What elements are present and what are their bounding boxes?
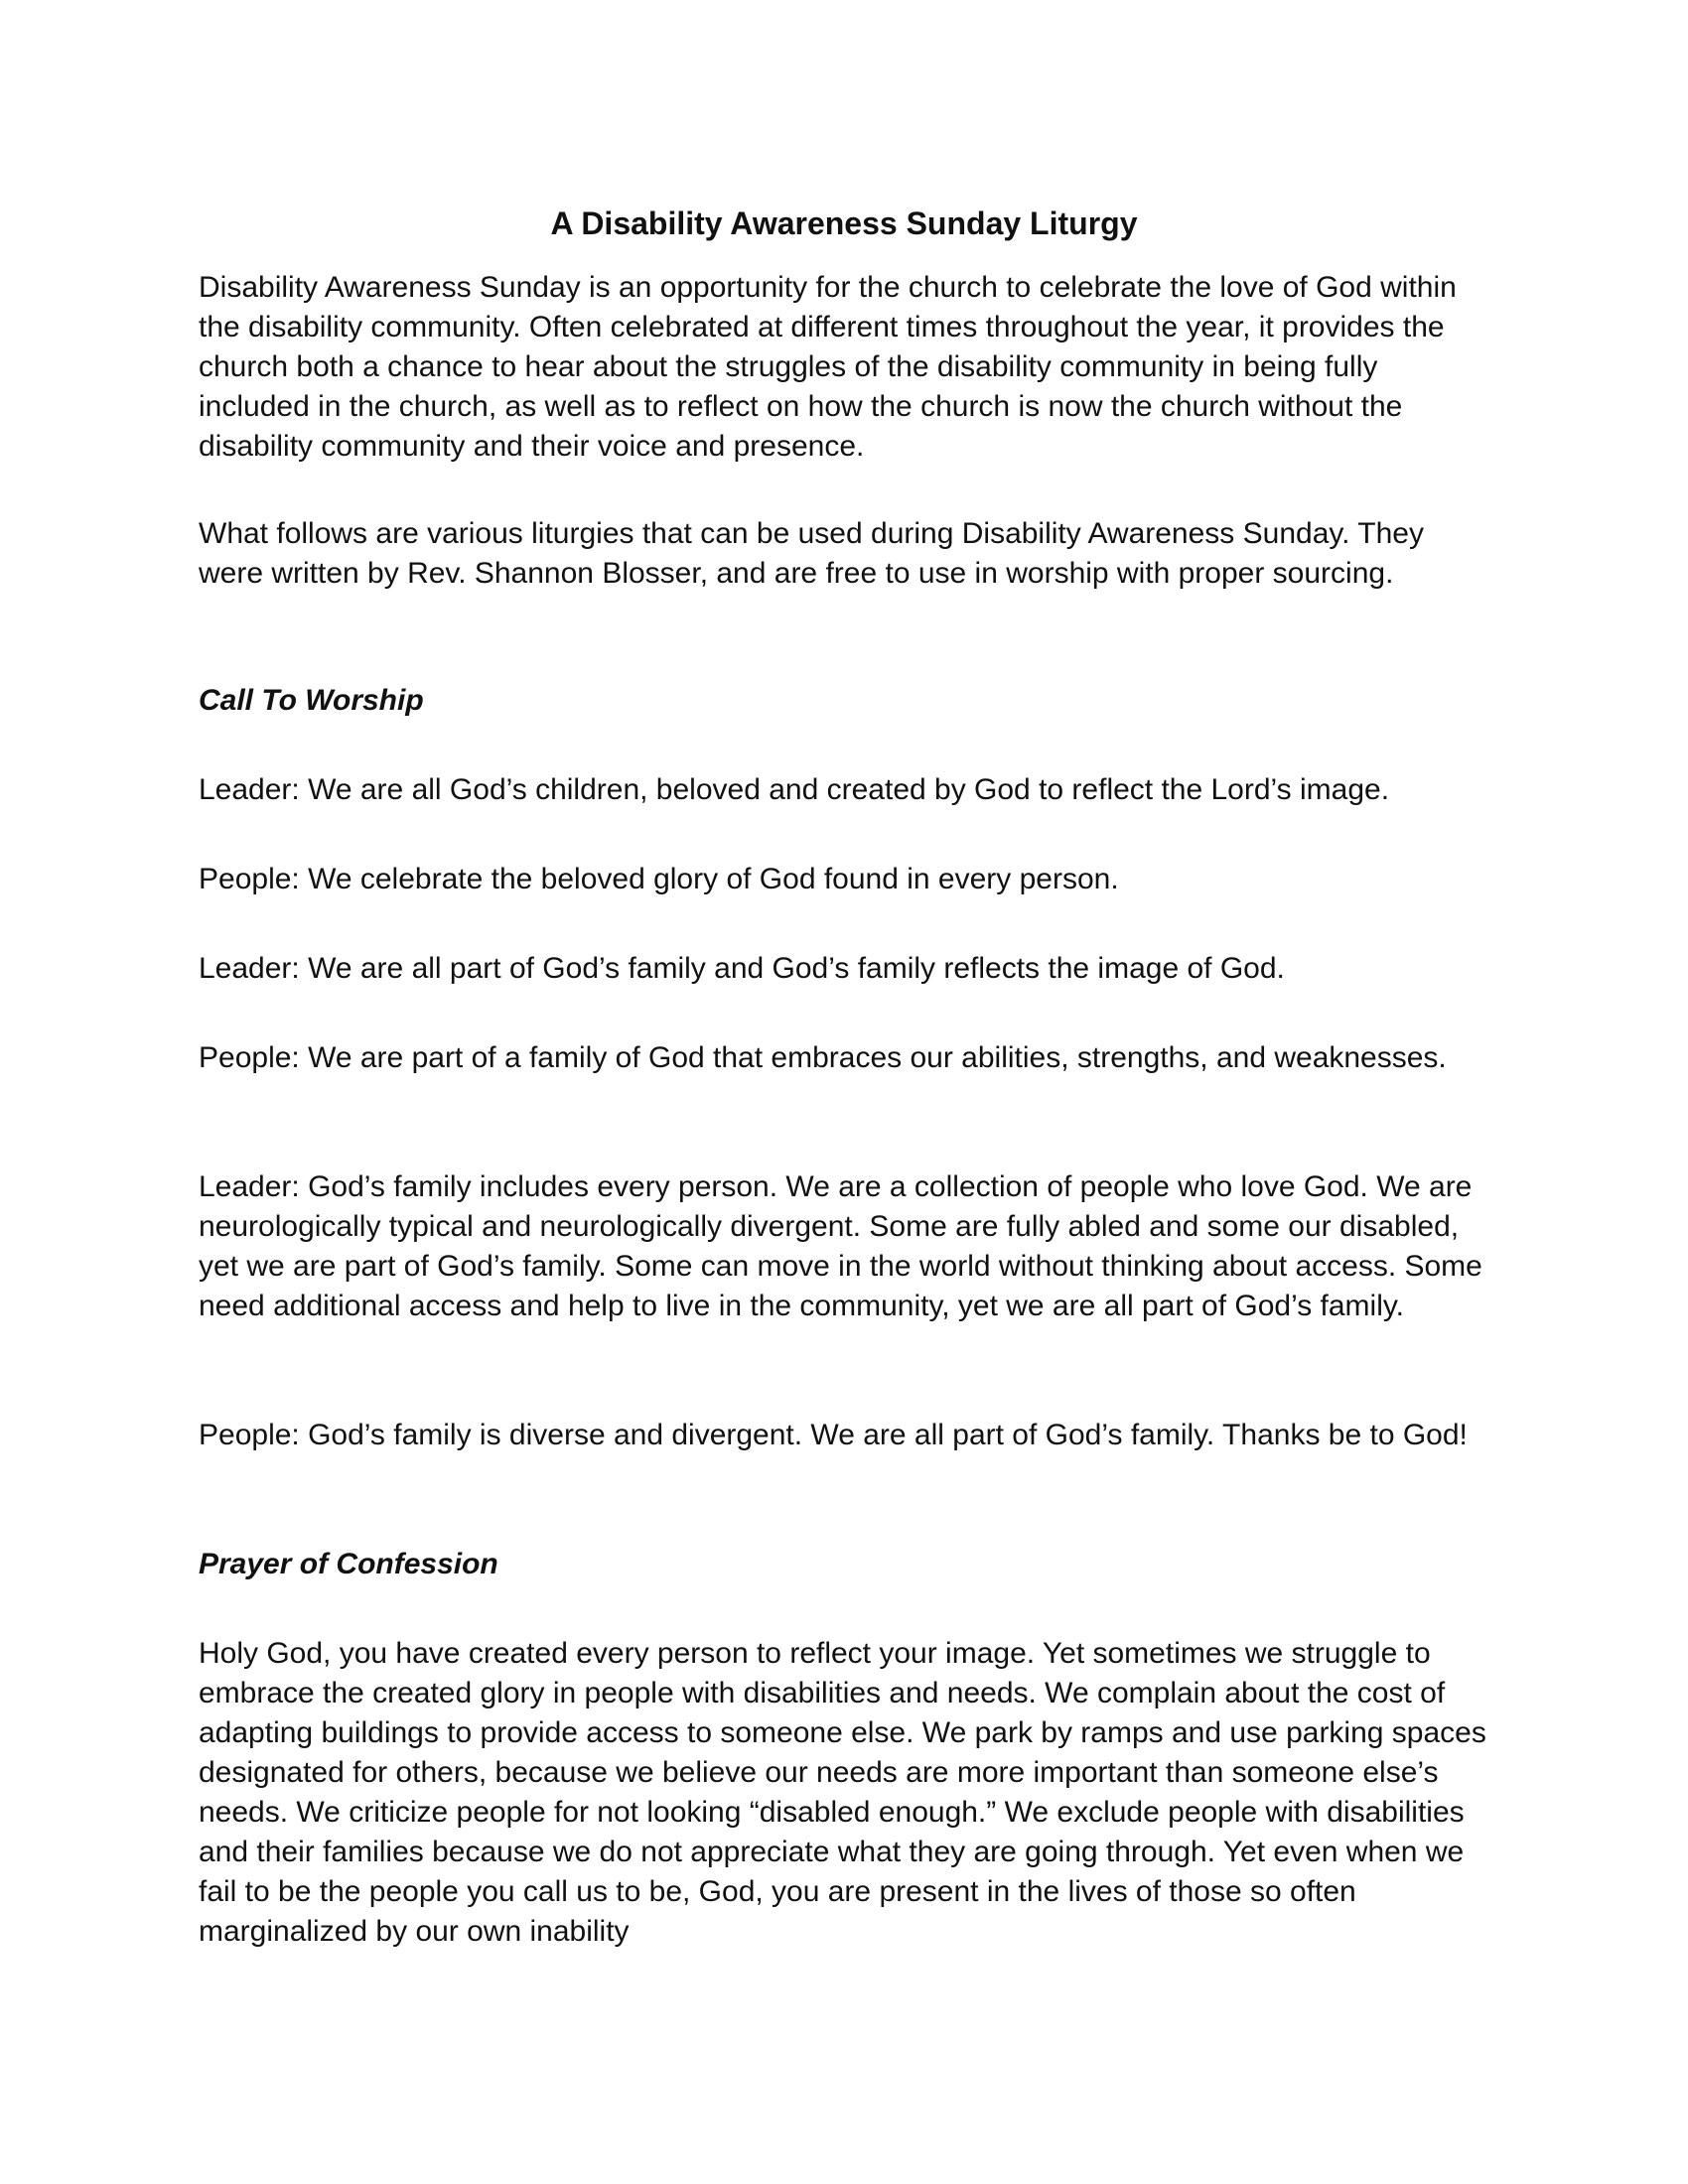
intro-paragraph: What follows are various liturgies that can be used during Disability Awareness Sunday. They were written by Rev. Shannon Blosser, and are free to use in worship with proper sourcing. xyxy=(199,517,1424,590)
liturgy-line-people: People: We are part of a family of God that embraces our abilities, strengths, and weaknesses. xyxy=(199,1041,1447,1074)
liturgy-line-leader: Leader: We are all God’s children, beloved and created by God to reflect the Lord’s image. xyxy=(199,773,1390,806)
document-title: A Disability Awareness Sunday Liturgy xyxy=(550,205,1138,241)
section-heading-prayer-of-confession: Prayer of Confession xyxy=(199,1548,498,1580)
section-heading-call-to-worship: Call To Worship xyxy=(199,684,424,717)
prayer-of-confession-text: Holy God, you have created every person to reflect your image. Yet sometimes we struggle to embrace the created glory in people with disabilities and needs. We complain about the cost of adapting buildings to provide access to someone else. We park by ramps and use parking spaces designated for others, because we believe our needs are more important than someone else’s needs. We criticize people for not looking “disabled enough.” We exclude people with disabilities and their families because we do not appreciate what they are going through. Yet even when we fail to be the people you call us to be, God, you are present in the lives of those so often marginalized by our own inability xyxy=(199,1637,1486,1948)
liturgy-line-leader: Leader: We are all part of God’s family and God’s family reflects the image of God. xyxy=(199,952,1285,985)
liturgy-line-leader: Leader: God’s family includes every person. We are a collection of people who love God. We are neurologically typical and neurologically divergent. Some are fully abled and some our disabled, yet we are part of God’s family. Some can move in the world without thinking about access. Some need additional access and help to live in the community, yet we are all part of God’s family. xyxy=(199,1170,1482,1322)
liturgy-line-people: People: We celebrate the beloved glory of God found in every person. xyxy=(199,863,1119,895)
liturgy-line-people: People: God’s family is diverse and divergent. We are all part of God’s family. Thanks be to God! xyxy=(199,1419,1468,1451)
intro-paragraph: Disability Awareness Sunday is an opportunity for the church to celebrate the love of God within the disability community. Often celebrated at different times throughout the year, it provides the church both a chance to hear about the struggles of the disability community in being fully included in the church, as well as to reflect on how the church is now the church without the disability community and their voice and presence. xyxy=(199,271,1457,463)
